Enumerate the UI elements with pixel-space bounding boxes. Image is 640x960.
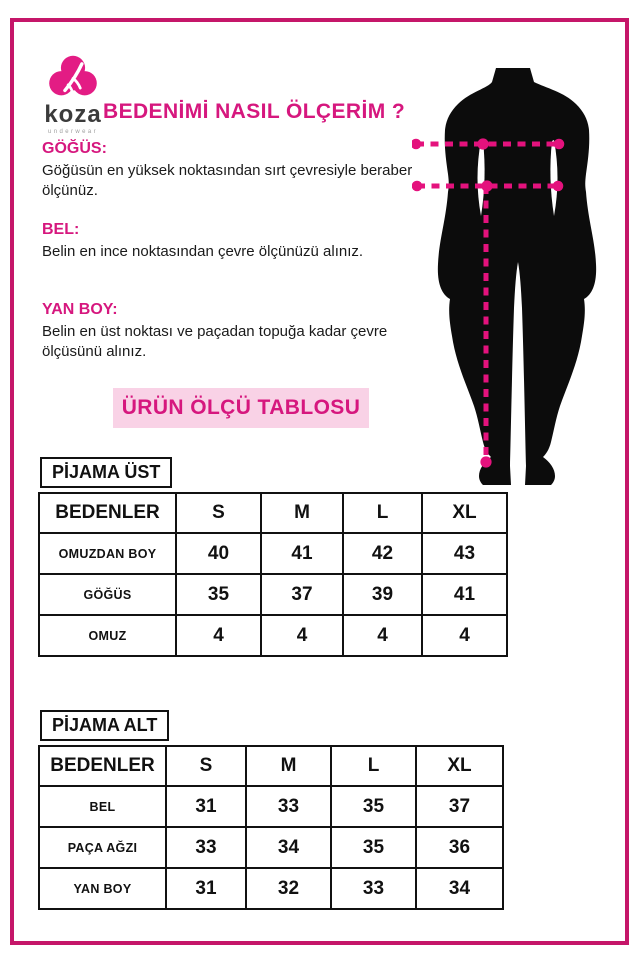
cell-value: 41 <box>261 533 343 574</box>
cell-value: 40 <box>176 533 261 574</box>
row-label: OMUZDAN BOY <box>39 533 176 574</box>
size-table-pijama-ust <box>38 492 508 657</box>
cell-value: 31 <box>166 786 246 827</box>
cell-value: 33 <box>246 786 331 827</box>
size-table-pijama-alt <box>38 745 504 910</box>
row-label: PAÇA AĞZI <box>39 827 166 868</box>
cell-value: 34 <box>416 868 503 909</box>
body-measurement-figure <box>412 68 622 488</box>
cell-value: 31 <box>166 868 246 909</box>
page-title: BEDENİMİ NASIL ÖLÇERİM ? <box>103 100 406 123</box>
size-table-banner: ÜRÜN ÖLÇÜ TABLOSU <box>113 388 369 428</box>
section-text: Göğüsün en yüksek noktasından sırt çevresiyle beraber ölçünüz. <box>42 162 413 199</box>
col-header: BEDENLER <box>39 746 166 786</box>
section-label: YAN BOY: <box>42 301 118 318</box>
table-row <box>39 868 503 909</box>
table-title-pijama-alt: PİJAMA ALT <box>40 710 169 741</box>
cell-value: 33 <box>166 827 246 868</box>
pijama-ust-block <box>38 457 508 657</box>
cell-value: 4 <box>422 615 507 656</box>
table-row <box>39 615 507 656</box>
header-row <box>39 746 503 786</box>
measure-section-waist <box>42 221 414 262</box>
section-text: Belin en üst noktası ve paçadan topuğa kadar çevre ölçüsünü alınız. <box>42 323 388 360</box>
cell-value: 37 <box>261 574 343 615</box>
table-row <box>39 827 503 868</box>
brand-name: koza <box>44 101 102 128</box>
cell-value: 36 <box>416 827 503 868</box>
cell-value: 43 <box>422 533 507 574</box>
koza-cocoon-icon <box>48 55 98 105</box>
cell-value: 42 <box>343 533 422 574</box>
col-header: S <box>176 493 261 533</box>
col-header: XL <box>422 493 507 533</box>
cell-value: 33 <box>331 868 416 909</box>
cell-value: 35 <box>176 574 261 615</box>
brand-tagline: underwear <box>48 129 98 135</box>
col-header: L <box>343 493 422 533</box>
cell-value: 35 <box>331 827 416 868</box>
col-header: M <box>261 493 343 533</box>
section-text: Belin en ince noktasından çevre ölçünüzü alınız. <box>42 243 364 260</box>
table-row <box>39 533 507 574</box>
cell-value: 4 <box>261 615 343 656</box>
table-row <box>39 786 503 827</box>
body-silhouette <box>438 68 596 485</box>
header-row <box>39 493 507 533</box>
table-title-pijama-ust: PİJAMA ÜST <box>40 457 172 488</box>
row-label: GÖĞÜS <box>39 574 176 615</box>
cell-value: 32 <box>246 868 331 909</box>
cell-value: 37 <box>416 786 503 827</box>
col-header: L <box>331 746 416 786</box>
table-row <box>39 574 507 615</box>
brand-logo <box>38 55 108 135</box>
cell-value: 34 <box>246 827 331 868</box>
measure-section-side-length <box>42 301 414 362</box>
section-label: BEL: <box>42 221 80 238</box>
cell-value: 35 <box>331 786 416 827</box>
cell-value: 4 <box>176 615 261 656</box>
row-label: YAN BOY <box>39 868 166 909</box>
col-header: BEDENLER <box>39 493 176 533</box>
cell-value: 41 <box>422 574 507 615</box>
row-label: BEL <box>39 786 166 827</box>
cell-value: 4 <box>343 615 422 656</box>
cell-value: 39 <box>343 574 422 615</box>
row-label: OMUZ <box>39 615 176 656</box>
section-label: GÖĞÜS: <box>42 140 107 157</box>
col-header: M <box>246 746 331 786</box>
pijama-alt-block <box>38 710 504 910</box>
measure-section-chest <box>42 140 414 201</box>
col-header: S <box>166 746 246 786</box>
col-header: XL <box>416 746 503 786</box>
